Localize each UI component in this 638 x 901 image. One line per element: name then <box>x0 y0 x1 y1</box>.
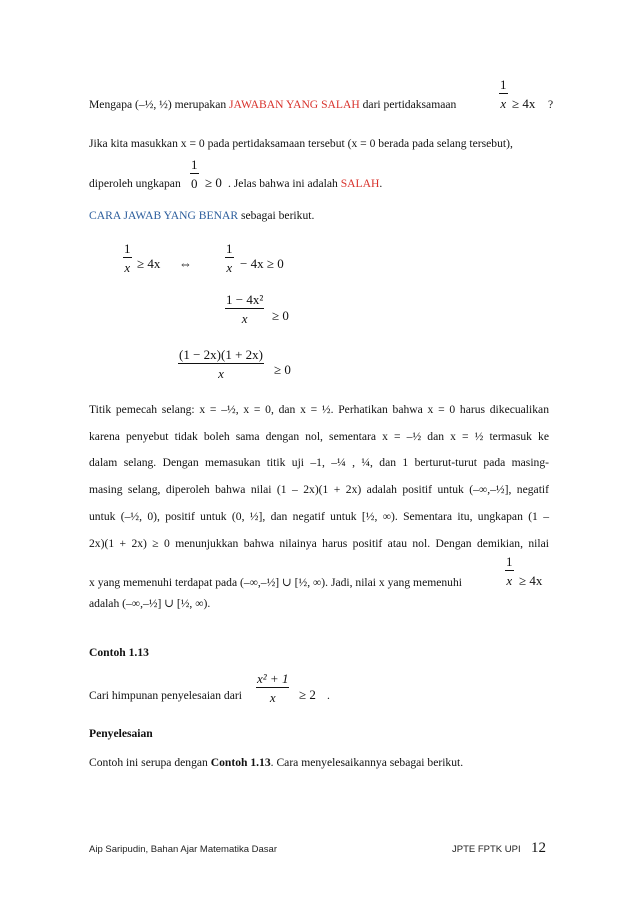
conclusion-rhs: ≥ 4x <box>519 573 543 588</box>
explanation-line: masing selang, diperoleh bahwa nilai (1 – 2x)(1 + 2x) adalah positif untuk (–∞,–½], negatif <box>89 483 549 496</box>
question-rhs: ≥ 4x <box>512 96 536 111</box>
paragraph-substitution-line1: Jika kita masukkan x = 0 pada pertidaksamaan tersebut (x = 0 berada pada selang tersebut), <box>89 137 513 150</box>
iff-symbol: ⇔ <box>179 256 192 271</box>
substitution-fraction: $\frac{1}{0}$ <box>191 157 198 191</box>
example-prompt: Cari himpunan penyelesaian dari <box>89 689 242 702</box>
step3-fraction: $\frac{\text{1 − 4x²}}{x}$ <box>226 292 264 326</box>
paragraph-question <box>89 98 456 111</box>
example-fraction: $\frac{\text{x² + 1}}{x}$ <box>257 671 289 705</box>
step4-rhs: ≥ 0 <box>274 362 291 377</box>
example-title: Contoh 1.13 <box>89 646 149 659</box>
explanation-line: 2x)(1 + 2x) ≥ 0 menunjukkan bahwa nilainya harus positif atau nol. Dengan demikian, nilai <box>89 537 549 550</box>
solution-title: Penyelesaian <box>89 727 153 740</box>
question-lead: Mengapa (–½, ½) merupakan <box>89 98 230 111</box>
explanation-line-8: adalah (–∞,–½] ∪ [½, ∞). <box>89 597 211 610</box>
solution-text: Contoh ini serupa dengan Contoh 1.13. Cara menyelesaikannya sebagai berikut. <box>89 756 464 769</box>
example-rhs: ≥ 2 <box>299 687 316 702</box>
explanation-line-7: x yang memenuhi terdapat pada (–∞,–½] ∪ [½, ∞). Jadi, nilai x yang memenuhi <box>89 576 462 589</box>
page-number: 12 <box>531 840 546 856</box>
substitution-rhs: ≥ 0 <box>205 175 222 190</box>
salah-highlight: SALAH <box>340 177 380 190</box>
example-period: . <box>327 689 330 702</box>
step2-rhs: − 4x ≥ 0 <box>240 256 284 271</box>
solution-ref: Contoh 1.13 <box>210 756 271 769</box>
explanation-line: dalam selang. Dengan memasukan titik uji –1, –¼ , ¼, dan 1 berturut-turut pada masing- <box>89 456 549 469</box>
question-fraction: $\frac{1}{x}$ <box>500 77 507 111</box>
footer-institution: JPTE FPTK UPI <box>452 844 521 855</box>
step3-rhs: ≥ 0 <box>272 308 289 323</box>
step2-fraction: $\frac{1}{x}$ <box>226 241 233 275</box>
substitution-tail: . Jelas bahwa ini adalah SALAH. <box>228 177 383 190</box>
explanation-line: karena penyebut tidak boleh sama dengan nol, sementara x = –½ dan x = ½ termasuk ke <box>89 430 549 443</box>
explanation-line: untuk (–½, 0), positif untuk (0, ½], dan negatif untuk [½, ∞). Sementara itu, ungkapan (1 – <box>89 510 549 523</box>
conclusion-fraction: $\frac{1}{x}$ <box>506 554 513 588</box>
substitution-lead: diperoleh ungkapan <box>89 177 181 190</box>
question-tail: dari pertidaksamaan <box>359 98 457 111</box>
step1-fraction: $\frac{1}{x}$ <box>124 241 131 275</box>
correct-method-heading: CARA JAWAB YANG BENAR sebagai berikut. <box>89 209 315 222</box>
step4-fraction: $\frac{(1 - 2x)(1 + 2x)}{x}$ <box>179 347 263 381</box>
explanation-line: Titik pemecah selang: x = –½, x = 0, dan x = ½. Perhatikan bahwa x = 0 harus dikecualikan <box>89 403 549 416</box>
step1-rhs: ≥ 4x <box>137 256 161 271</box>
question-mark: ? <box>548 98 554 111</box>
correct-method-highlight: CARA JAWAB YANG BENAR <box>89 209 239 222</box>
footer-author: Aip Saripudin, Bahan Ajar Matematika Dasar <box>89 844 277 855</box>
wrong-answer-highlight: JAWABAN YANG SALAH <box>229 98 360 111</box>
